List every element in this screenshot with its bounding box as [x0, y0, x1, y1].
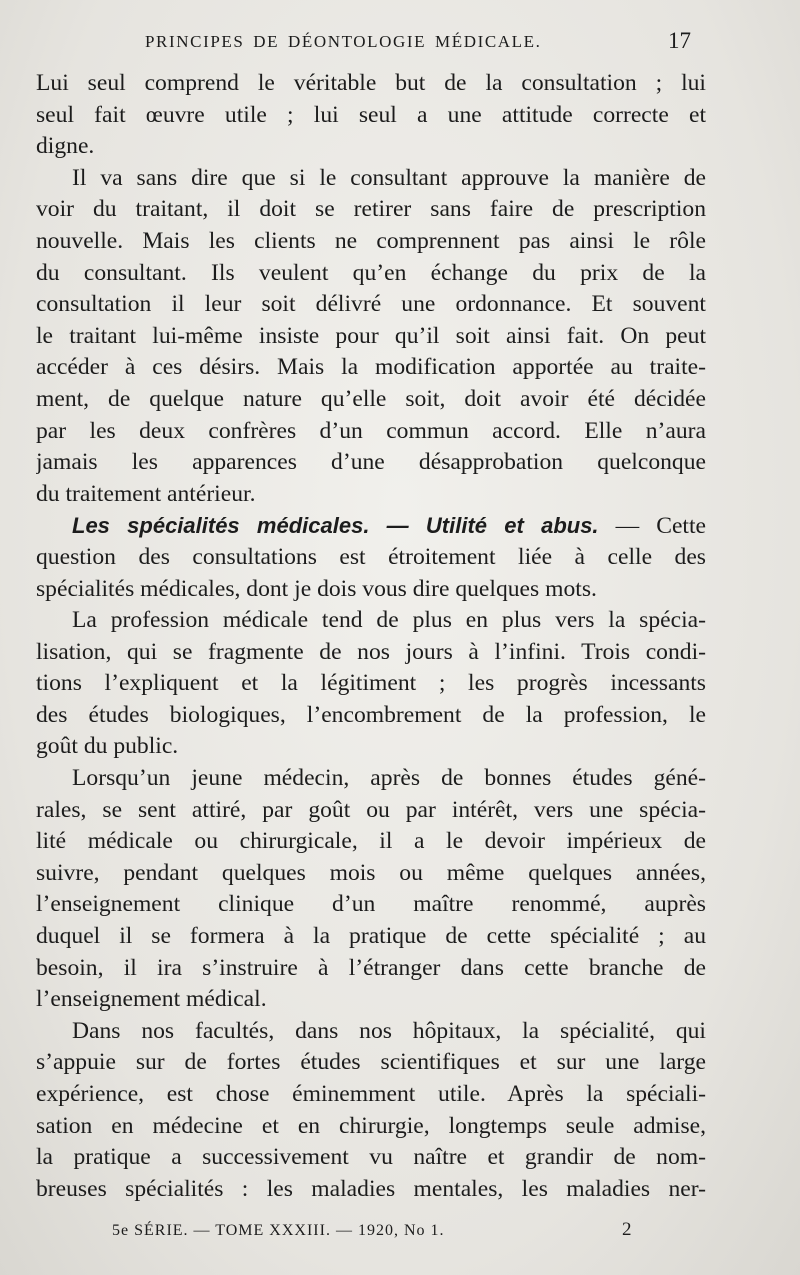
- running-title: PRINCIPES DE DÉONTOLOGIE MÉDICALE.: [145, 32, 542, 51]
- text-line: tions l’expliquent et la légitiment ; les progrès incessants: [36, 670, 706, 697]
- text-line: breuses spécialités : les maladies mentales, les maladies ner-: [36, 1175, 706, 1202]
- text-line: ment, de quelque nature qu’elle soit, doit avoir été décidée: [36, 385, 706, 412]
- text-line: besoin, il ira s’instruire à l’étranger dans cette branche de: [36, 954, 706, 981]
- text-line: seul fait œuvre utile ; lui seul a une attitude correcte et: [36, 101, 706, 128]
- text-line: par les deux confrères d’un commun accord. Elle n’aura: [36, 417, 706, 444]
- text-line: Lorsqu’un jeune médecin, après de bonnes études géné-: [72, 765, 706, 792]
- text-line: nouvelle. Mais les clients ne comprennent pas ainsi le rôle: [36, 227, 706, 254]
- text-line: sation en médecine et en chirurgie, longtemps seule admise,: [36, 1112, 706, 1139]
- body-text: [36, 68, 706, 1205]
- text-line: suivre, pendant quelques mois ou même quelques années,: [36, 859, 706, 886]
- text-line: du consultant. Ils veulent qu’en échange du prix de la: [36, 259, 706, 286]
- text-line: consultation il leur soit délivré une ordonnance. Et souvent: [36, 291, 706, 318]
- running-head: [40, 28, 740, 62]
- text-line: spécialités médicales, dont je dois vous dire quelques mots.: [36, 575, 597, 602]
- text-line: rales, se sent attiré, par goût ou par intérêt, vers une spécia-: [36, 796, 706, 823]
- text-line: des études biologiques, l’encombrement de la profession, le: [36, 701, 706, 728]
- text-line: expérience, est chose éminemment utile. Après la spéciali-: [36, 1081, 706, 1107]
- text-line: goût du public.: [36, 733, 179, 760]
- text-line: Il va sans dire que si le consultant approuve la manière de: [72, 164, 706, 191]
- text-line: s’appuie sur de fortes études scientifiques et sur une large: [36, 1049, 706, 1076]
- section-heading: Les spécialités médicales. — Utilité et abus.: [72, 513, 599, 539]
- sheet-number: 2: [622, 1219, 632, 1240]
- page-number: 17: [668, 28, 691, 53]
- text-line: lisation, qui se fragmente de nos jours à l’infini. Trois condi-: [36, 638, 706, 665]
- text-line: lité médicale ou chirurgicale, il a le devoir impérieux de: [36, 828, 706, 855]
- heading-continuation: — Cette: [598, 513, 706, 540]
- signature-line: 5e SÉRIE. — TOME XXXIII. — 1920, No 1.: [112, 1222, 445, 1239]
- section-heading-line: [36, 510, 706, 542]
- page-footer: [112, 1219, 642, 1252]
- text-line: La profession médicale tend de plus en plus vers la spécia-: [72, 607, 706, 634]
- text-line: voir du traitant, il doit se retirer sans faire de prescription: [36, 196, 706, 223]
- text-line: duquel il se formera à la pratique de cette spécialité ; au: [36, 923, 706, 950]
- text-line: l’enseignement clinique d’un maître renommé, auprès: [36, 891, 706, 918]
- text-line: la pratique a successivement vu naître et grandir de nom-: [36, 1144, 706, 1171]
- text-line: Dans nos facultés, dans nos hôpitaux, la spécialité, qui: [72, 1017, 706, 1044]
- text-line: le traitant lui-même insiste pour qu’il soit ainsi fait. On peut: [36, 322, 706, 349]
- text-line: Lui seul comprend le véritable but de la consultation ; lui: [36, 70, 706, 96]
- text-line: digne.: [36, 133, 95, 160]
- text-line: du traitement antérieur.: [36, 480, 256, 507]
- text-line: jamais les apparences d’une désapprobation quelconque: [36, 449, 706, 476]
- text-line: accéder à ces désirs. Mais la modification apportée au traite-: [36, 354, 706, 381]
- text-line: l’enseignement médical.: [36, 986, 267, 1013]
- text-line: question des consultations est étroitement liée à celle des: [36, 543, 706, 570]
